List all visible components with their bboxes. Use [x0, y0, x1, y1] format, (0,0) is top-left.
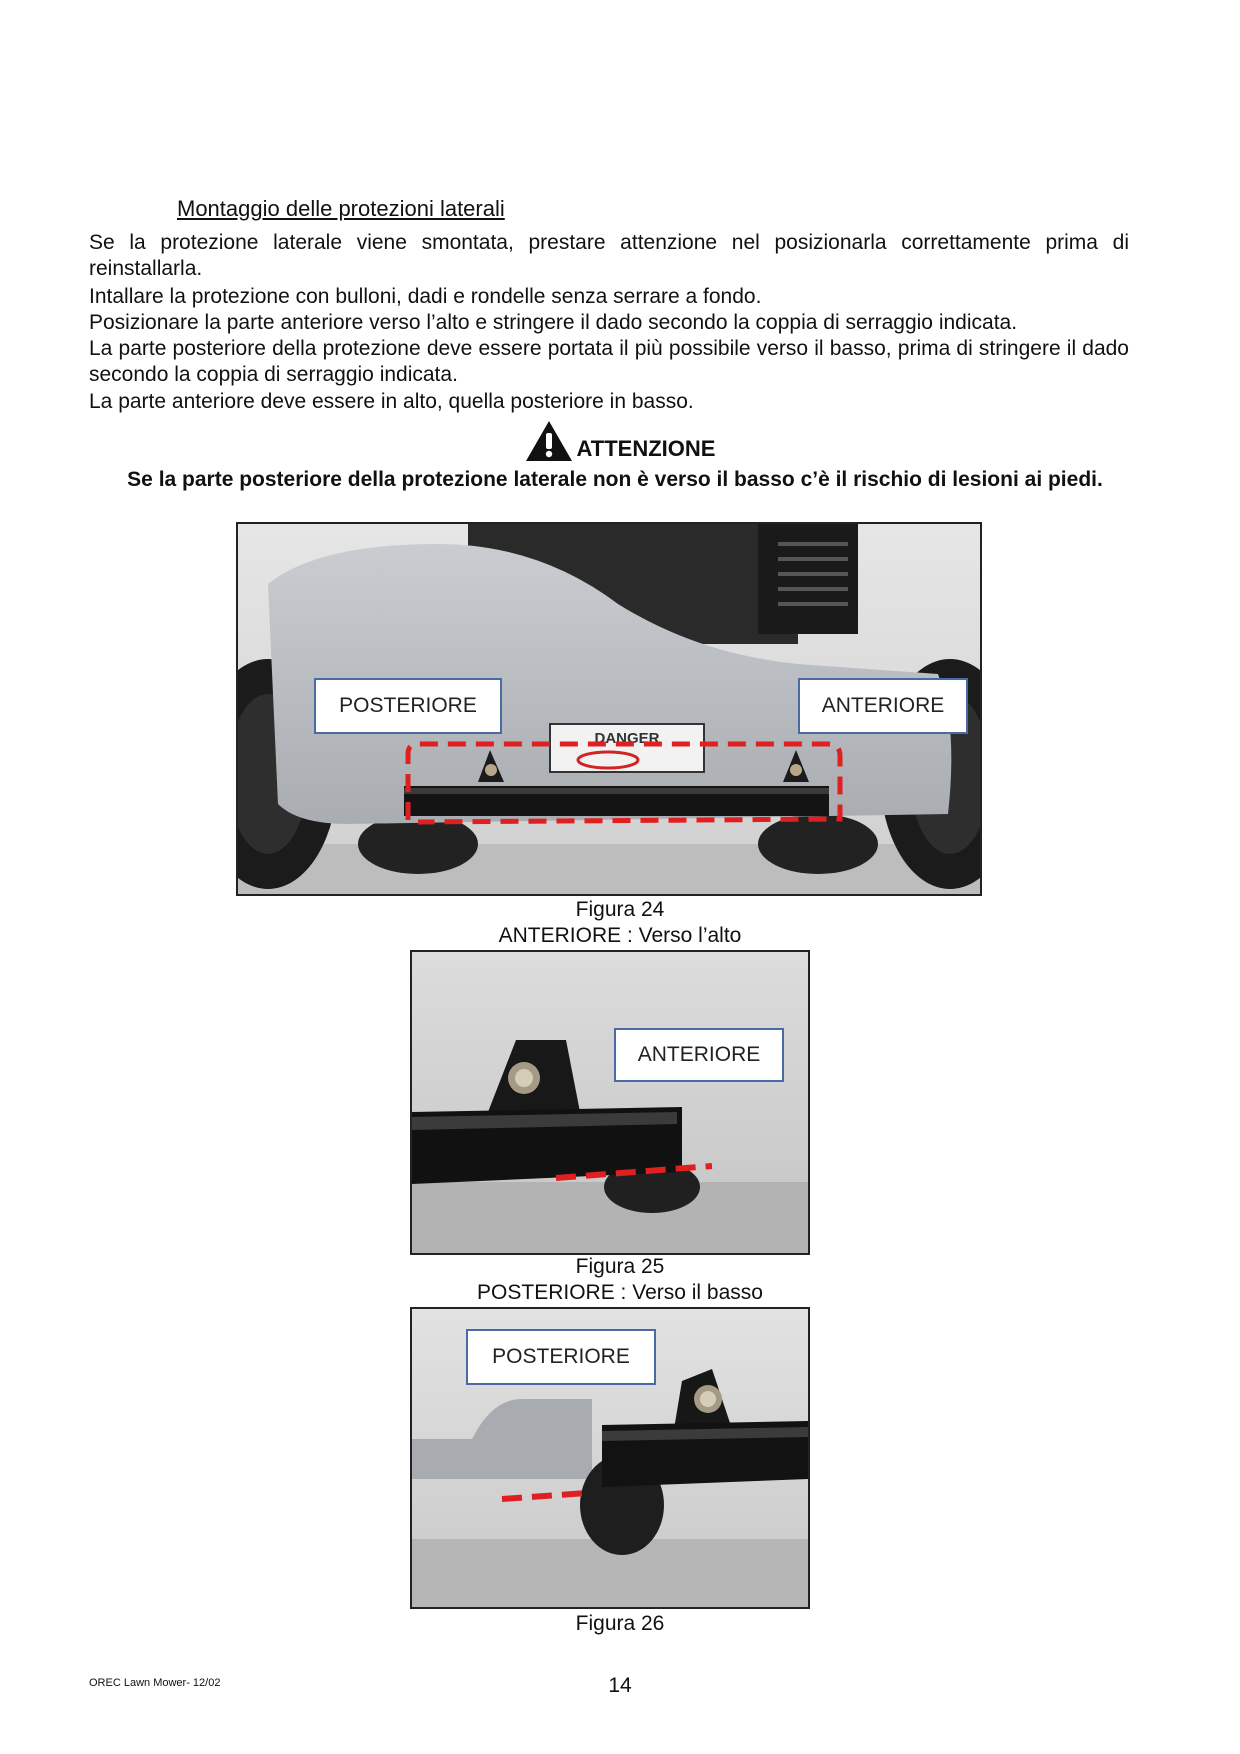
- page-number: 14: [608, 1674, 632, 1697]
- label-anteriore-detail: ANTERIORE: [614, 1028, 784, 1082]
- figure-26-caption: Figura 26: [575, 1612, 665, 1635]
- paragraph-install-guard: Intallare la protezione con bulloni, dadi e rondelle senza serrare a fondo.: [89, 285, 762, 308]
- figure-24-subcaption: ANTERIORE : Verso l’alto: [498, 924, 742, 947]
- section-heading: Montaggio delle protezioni laterali: [177, 196, 505, 221]
- paragraph-summary: La parte anteriore deve essere in alto, quella posteriore in basso.: [89, 390, 694, 413]
- figure-24-caption: Figura 24: [575, 898, 665, 921]
- footer-document-id: OREC Lawn Mower- 12/02: [89, 1677, 221, 1689]
- warning-title: ATTENZIONE: [576, 436, 716, 461]
- figure-25-caption: Figura 25: [575, 1255, 665, 1278]
- warning-header: [0, 420, 1240, 462]
- front-bracket-illustration: [412, 952, 808, 1253]
- warning-triangle-icon: [525, 420, 573, 462]
- paragraph-remove-guard: Se la protezione laterale viene smontata, prestare attenzione nel posizionarla correttamente prima di reinstallarla.: [89, 231, 1129, 280]
- label-posteriore-detail: POSTERIORE: [466, 1329, 656, 1385]
- figure-24-photo: [236, 522, 982, 896]
- figure-25-photo: [410, 950, 810, 1255]
- danger-decal-text: DANGER: [594, 730, 660, 747]
- paragraph-front-up: Posizionare la parte anteriore verso l’alto e stringere il dado secondo la coppia di serraggio indicata.: [89, 311, 1018, 334]
- warning-text: Se la parte posteriore della protezione laterale non è verso il basso c’è il rischio di lesioni ai piedi.: [127, 468, 1103, 491]
- label-anteriore: ANTERIORE: [798, 678, 968, 734]
- paragraph-rear-down: La parte posteriore della protezione deve essere portata il più possibile verso il basso, prima di stringere il dado secondo la coppia di serraggio indicata.: [89, 337, 1129, 386]
- label-posteriore: POSTERIORE: [314, 678, 502, 734]
- figure-25-subcaption: POSTERIORE : Verso il basso: [477, 1281, 763, 1304]
- figure-26-photo: [410, 1307, 810, 1609]
